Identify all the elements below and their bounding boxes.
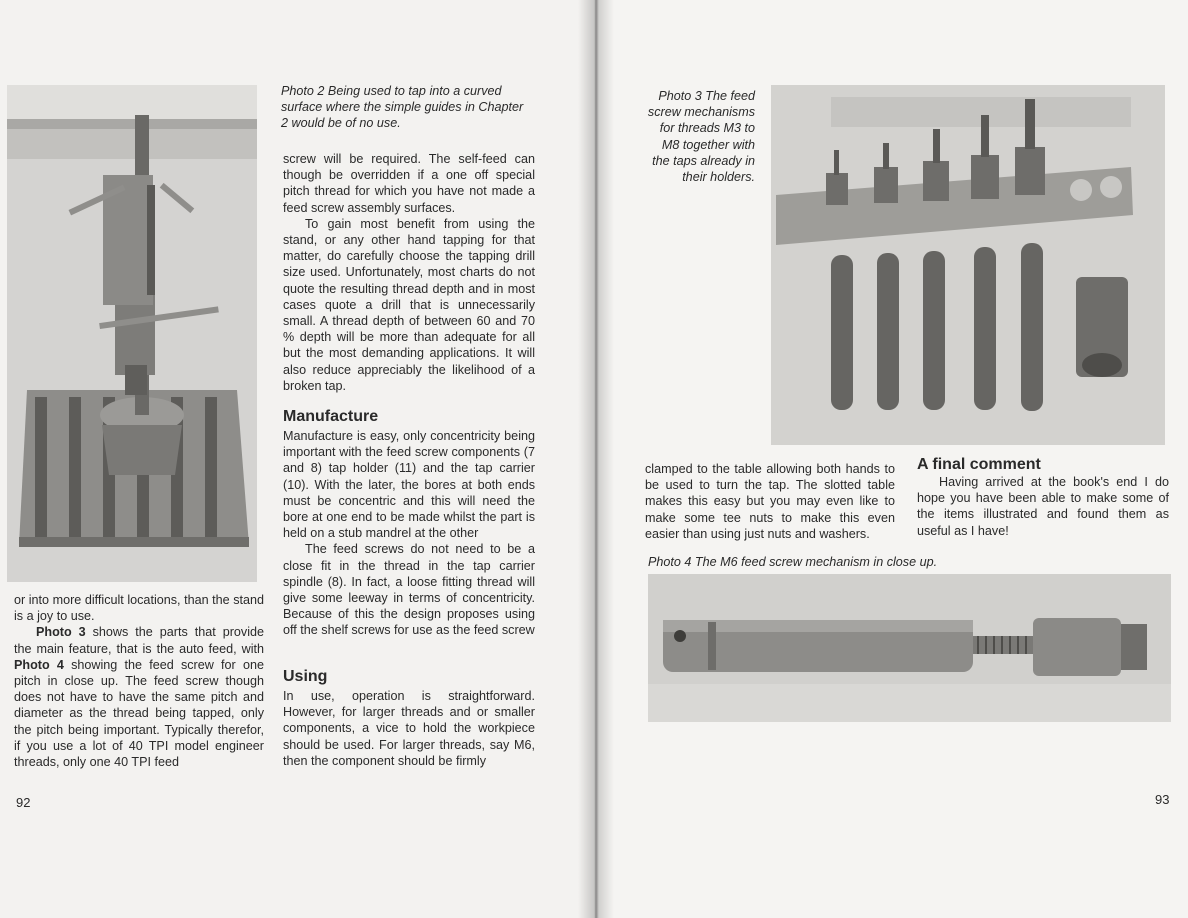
paragraph: The feed screws do not need to be a close fit in the thread in the tap carrier spindle (8). In fact, a loose fitting thread will give some leeway in terms of concentricity. Because of this the design proposes using off the shelf screws for use as the feed screw xyxy=(283,542,535,638)
paragraph: Having arrived at the book's end I do hope you have been able to make some of the items illustrated and found them as useful as I have! xyxy=(917,475,1169,538)
middle-column-text-top xyxy=(283,151,535,394)
photo-4-m6-feed-screw xyxy=(648,574,1171,722)
heading-using: Using xyxy=(283,668,328,685)
paragraph: screw will be required. The self-feed can though be overridden if a one off special pitch thread for which you have not made a feed screw assembly surfaces. xyxy=(283,152,535,215)
photo-3-feed-screws xyxy=(771,85,1165,445)
paragraph xyxy=(14,624,264,770)
photo-3-caption: Photo 3 The feed screw mechanisms for threads M3 to M8 together with the taps already in their holders. xyxy=(647,89,755,185)
page-number-right: 93 xyxy=(1155,792,1170,807)
paragraph: To gain most benefit from using the stand, or any other hand tapping for that matter, do carefully choose the tapping drill size used. Unfortunately, most charts do not quote the resulting thread depth and in most cases quote a drill that is unnecessarily small. A thread depth of between 60 and 70 % depth will be more than adequate for all but the most demanding applications. It will also reduce appreciably the likelihood of a broken tap. xyxy=(283,216,535,393)
heading-manufacture: Manufacture xyxy=(283,408,379,425)
paragraph: Manufacture is easy, only concentricity being important with the feed screw components (7 and 8) tap holder (11) and the tap carrier (10). With the later, the bores at both ends must be concentric and this will need the bore at one end to be made whilst the part is held on a stub mandrel at the other xyxy=(283,429,535,541)
page-number-left: 92 xyxy=(16,795,31,810)
heading-final-comment: A final comment xyxy=(917,456,1041,473)
using-text xyxy=(283,688,535,769)
photo-2-tapping-stand xyxy=(7,85,257,582)
right-column-1-text xyxy=(645,461,895,542)
paragraph: or into more difficult locations, than the stand is a joy to use. xyxy=(14,593,264,624)
paragraph: In use, operation is straightforward. However, for larger threads and or smaller components, a vice to hold the workpiece should be used. For larger threads, say M6, then the component should be firmly xyxy=(283,689,535,768)
book-gutter xyxy=(578,0,614,918)
left-column-text xyxy=(14,592,264,770)
manufacture-text xyxy=(283,428,535,639)
photo-3-reference: Photo 3 xyxy=(36,625,86,640)
paragraph: clamped to the table allowing both hands to be used to turn the tap. The slotted table makes this easy but you may even like to make some tee nuts to make this even easier than using just nuts and washers. xyxy=(645,462,895,541)
text-run: showing the feed screw for one pitch in close up. The feed screw though does not have to have the same pitch and diameter as the thread being tapped, only the pitch being important. Typically therefor, if you use a lot of 40 TPI model engineer threads, only one 40 TPI feed xyxy=(14,657,264,770)
photo-2-caption: Photo 2 Being used to tap into a curved surface where the simple guides in Chapter 2 would be of no use. xyxy=(281,84,524,131)
photo-4-reference: Photo 4 xyxy=(14,657,64,672)
photo-4-caption: Photo 4 The M6 feed screw mechanism in close up. xyxy=(648,555,938,569)
final-comment-text xyxy=(917,474,1169,539)
text-run: shows the parts that provide the main feature, that is the auto feed, with xyxy=(14,625,264,656)
